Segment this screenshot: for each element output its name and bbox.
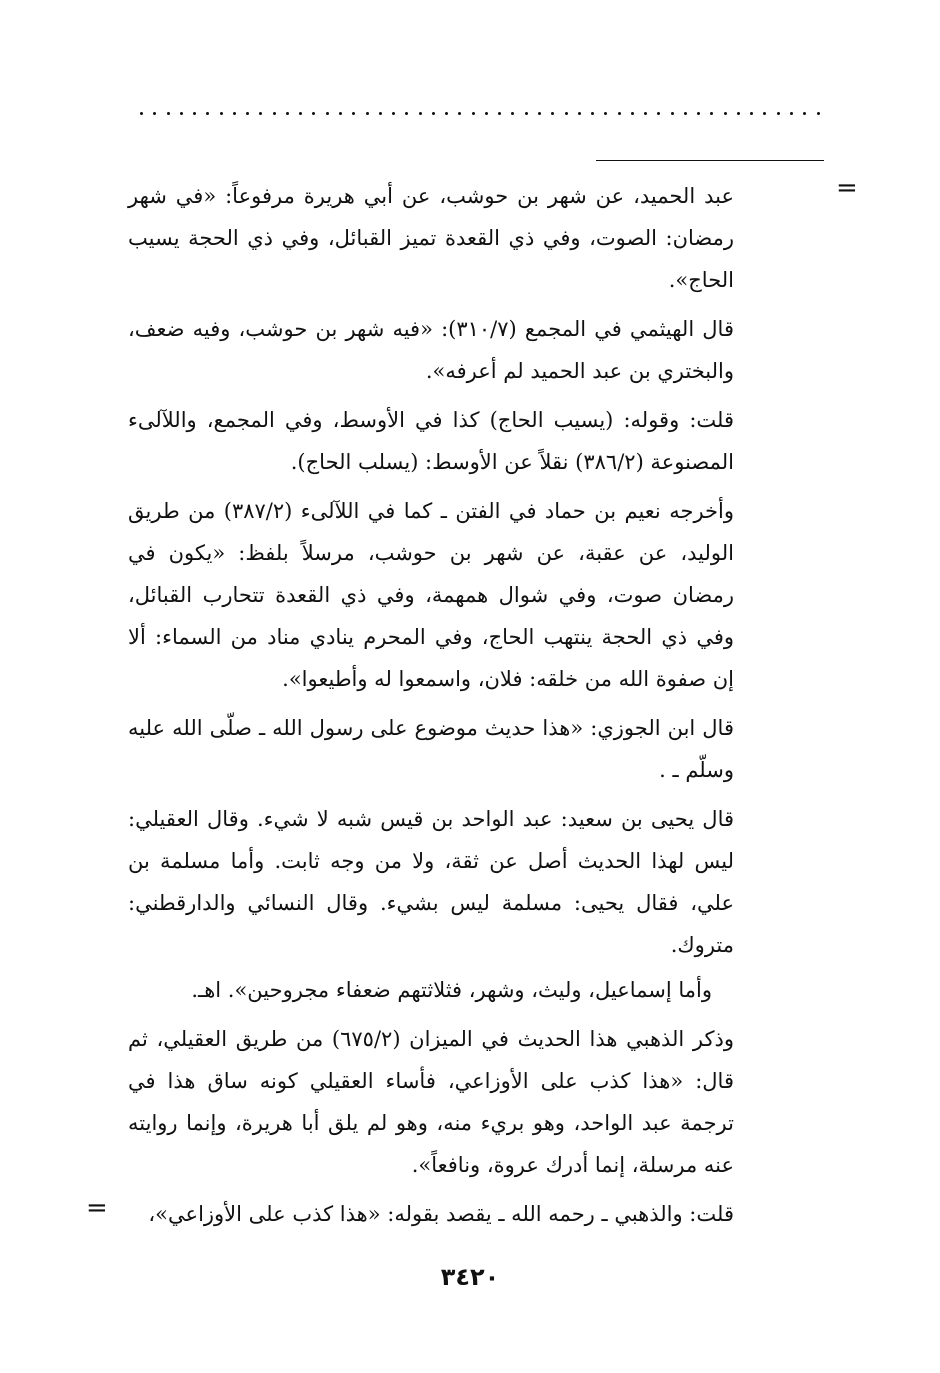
rule-dot [273, 112, 276, 115]
rule-dot [498, 112, 501, 115]
continuation-mark-bottom: = [86, 1193, 108, 1223]
paragraph: وأخرجه نعيم بن حماد في الفتن ـ كما في اللآلىء (٣٨٧/٢) من طريق الوليد، عن عقبة، عن شهر بن حوشب، مرسلاً بلفظ: «يكون في رمضان صوت، وفي شوال همهمة، وفي ذي القعدة تتحارب القبائل، وفي ذي الحجة ينتهب الحاج، وفي المحرم ينادي مناد من السماء: ألا إن صفوة الله من خلقه: فلان، واسمعوا له وأطيعوا». [128, 499, 735, 691]
rule-dot [432, 112, 435, 115]
rule-dot [631, 112, 634, 115]
rule-dot [710, 112, 713, 115]
rule-dot [538, 112, 541, 115]
rule-dot [644, 112, 647, 115]
rule-dot [591, 112, 594, 115]
continuation-mark-top: = [836, 173, 858, 203]
rule-dot [246, 112, 249, 115]
rule-dot [604, 112, 607, 115]
rule-dot [458, 112, 461, 115]
paragraph: عبد الحميد، عن شهر بن حوشب، عن أبي هريرة مرفوعاً: «في شهر رمضان: الصوت، وفي ذي القعدة تميز القبائل، وفي ذي الحجة يسيب الحاج». [128, 184, 734, 292]
rule-dot [445, 112, 448, 115]
rule-dot [392, 112, 395, 115]
rule-dot [578, 112, 581, 115]
rule-dot [684, 112, 687, 115]
rule-dot [472, 112, 475, 115]
paragraph: وذكر الذهبي هذا الحديث في الميزان (٦٧٥/٢) من طريق العقيلي، ثم قال: «هذا كذب على الأوزاعي، فأساء العقيلي كونه ساق هذا في ترجمة عبد الواحد، وهو بريء منه، وهو لم يلق أبا هريرة، وإنما روايته عنه مرسلة، إنما أدرك عروة، ونافعاً». [128, 1027, 735, 1177]
rule-dot [657, 112, 660, 115]
rule-dot [259, 112, 262, 115]
page-number: ٣٤٢٠ [440, 1263, 500, 1291]
footnote-text [128, 175, 734, 1242]
paragraph: قلت: والذهبي ـ رحمه الله ـ يقصد بقوله: «هذا كذب على الأوزاعي»، [148, 1202, 734, 1226]
rule-dot [671, 112, 674, 115]
rule-dot [737, 112, 740, 115]
rule-dot [167, 112, 170, 115]
paragraph: وأما إسماعيل، وليث، وشهر، فثلاثتهم ضعفاء مجروحين». اهـ. [191, 978, 712, 1002]
rule-dot [140, 112, 143, 115]
rule-dot [206, 112, 209, 115]
rule-dot [511, 112, 514, 115]
rule-dot [803, 112, 806, 115]
rule-dot [220, 112, 223, 115]
rule-dot [286, 112, 289, 115]
rule-dot [326, 112, 329, 115]
rule-dot [763, 112, 766, 115]
rule-dot [525, 112, 528, 115]
rule-dot [485, 112, 488, 115]
paragraph: قال يحيى بن سعيد: عبد الواحد بن قيس شبه لا شيء. وقال العقيلي: ليس لهذا الحديث أصل عن ثقة، ولا من وجه ثابت. وأما مسلمة بن علي، فقال يحيى: مسلمة ليس بشيء. وقال النسائي والدارقطني: متروك. [128, 807, 734, 957]
rule-dot [724, 112, 727, 115]
rule-dot [180, 112, 183, 115]
footnote-separator [596, 160, 824, 161]
paragraph: قلت: وقوله: (يسيب الحاج) كذا في الأوسط، وفي المجمع، واللآلىء المصنوعة (٣٨٦/٢) نقلاً عن الأوسط: (يسلب الحاج). [128, 408, 734, 474]
rule-dot [618, 112, 621, 115]
rule-dot [299, 112, 302, 115]
rule-dot [405, 112, 408, 115]
rule-dot [565, 112, 568, 115]
rule-dot [379, 112, 382, 115]
rule-dot [750, 112, 753, 115]
rule-dot [339, 112, 342, 115]
rule-dot [697, 112, 700, 115]
rule-dot [153, 112, 156, 115]
rule-dot [817, 112, 820, 115]
paragraph: قال الهيثمي في المجمع (٣١٠/٧): «فيه شهر بن حوشب، وفيه ضعف، والبختري بن عبد الحميد لم أعرفه». [128, 317, 734, 383]
rule-dot [777, 112, 780, 115]
paragraph: قال ابن الجوزي: «هذا حديث موضوع على رسول الله ـ صلّى الله عليه وسلّم ـ . [128, 716, 734, 782]
rule-dot [352, 112, 355, 115]
rule-dot [193, 112, 196, 115]
rule-dot [419, 112, 422, 115]
rule-dot [312, 112, 315, 115]
header-dotted-rule [140, 108, 820, 118]
rule-dot [366, 112, 369, 115]
rule-dot [790, 112, 793, 115]
rule-dot [551, 112, 554, 115]
rule-dot [233, 112, 236, 115]
